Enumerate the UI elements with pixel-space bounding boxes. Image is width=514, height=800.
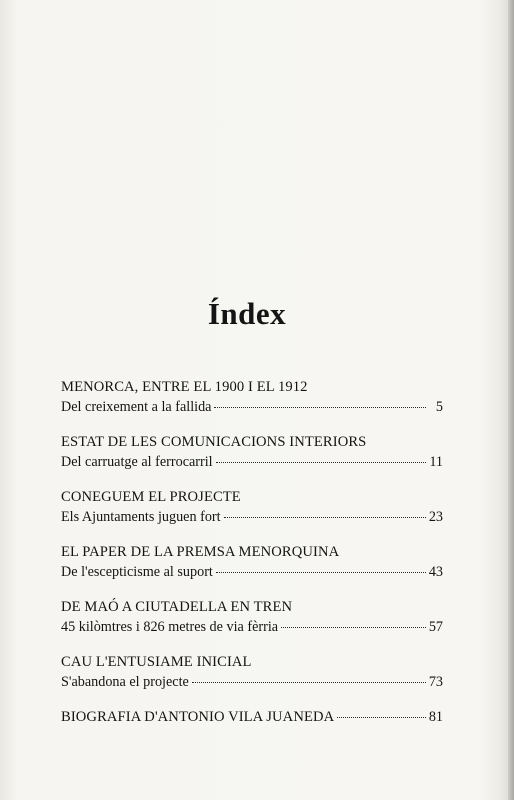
dot-leader bbox=[214, 407, 426, 408]
chapter-heading: EL PAPER DE LA PREMSA MENORQUINA bbox=[61, 544, 340, 560]
chapter-subtitle-line bbox=[61, 672, 443, 692]
dot-leader bbox=[192, 682, 426, 683]
chapter-subtitle-line bbox=[61, 507, 443, 527]
chapter-subtitle-line bbox=[61, 397, 443, 417]
chapter-subtitle-line bbox=[61, 452, 443, 472]
dot-leader bbox=[216, 572, 426, 573]
chapter-subtitle: S'abandona el projecte bbox=[61, 674, 189, 690]
dot-leader bbox=[337, 717, 426, 718]
dot-leader bbox=[216, 462, 426, 463]
toc-entry bbox=[61, 487, 443, 542]
chapter-heading: CAU L'ENTUSIAME INICIAL bbox=[61, 654, 252, 670]
chapter-heading-line bbox=[61, 707, 443, 727]
page-number: 5 bbox=[435, 399, 443, 415]
toc-entry bbox=[61, 542, 443, 597]
page-number: 57 bbox=[428, 619, 443, 635]
page-number: 43 bbox=[428, 564, 443, 580]
chapter-heading: MENORCA, ENTRE EL 1900 I EL 1912 bbox=[61, 379, 308, 395]
page-number: 23 bbox=[428, 509, 443, 525]
toc-entry bbox=[61, 432, 443, 487]
dot-leader bbox=[224, 517, 426, 518]
chapter-subtitle: 45 kilòmtres i 826 metres de via fèrria bbox=[61, 619, 279, 635]
toc-entry bbox=[61, 652, 443, 707]
page-edge bbox=[508, 0, 514, 800]
page-number: 81 bbox=[428, 709, 443, 725]
toc-entry bbox=[61, 377, 443, 432]
page-number: 11 bbox=[429, 454, 443, 470]
chapter-heading: DE MAÓ A CIUTADELLA EN TREN bbox=[61, 599, 293, 615]
chapter-heading: BIOGRAFIA D'ANTONIO VILA JUANEDA bbox=[61, 709, 335, 725]
chapter-heading: CONEGUEM EL PROJECTE bbox=[61, 489, 241, 505]
dot-leader bbox=[281, 627, 426, 628]
toc-entry bbox=[61, 597, 443, 652]
chapter-subtitle: Els Ajuntaments juguen fort bbox=[61, 509, 221, 525]
chapter-subtitle-line bbox=[61, 562, 443, 582]
chapter-subtitle: Del carruatge al ferrocarril bbox=[61, 454, 213, 470]
chapter-subtitle-line bbox=[61, 617, 443, 637]
chapter-heading: ESTAT DE LES COMUNICACIONS INTERIORS bbox=[61, 434, 367, 450]
chapter-subtitle: Del creixement a la fallida bbox=[61, 399, 212, 415]
table-of-contents bbox=[61, 377, 443, 735]
page-number: 73 bbox=[428, 674, 443, 690]
index-title: Índex bbox=[207, 296, 287, 331]
chapter-subtitle: De l'escepticisme al suport bbox=[61, 564, 213, 580]
toc-entry bbox=[61, 707, 443, 735]
